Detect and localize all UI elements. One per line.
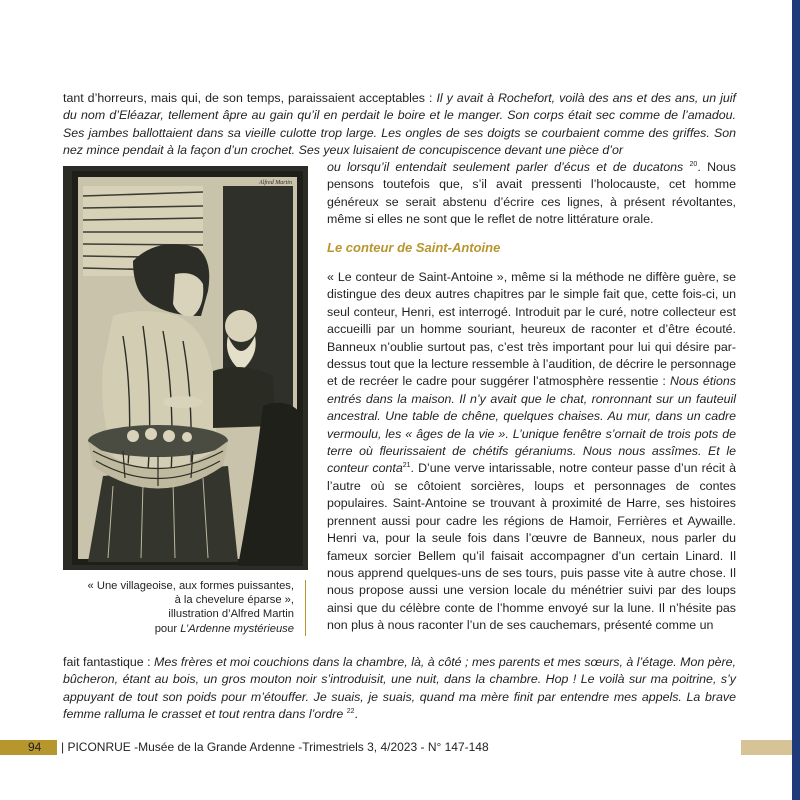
top-paragraph-text-end: . Nous pensons toutefois que, s’il avait pressenti l’holocauste, cet homme généreux se serait abstenu d’écrire ces lignes, à présent révoltantes, même si elles ne sont que le reflet de notre littérature orale. <box>327 160 736 227</box>
bottom-paragraph-end: . <box>354 707 358 722</box>
caption-line-3: illustration d’Alfred Martin <box>168 608 294 621</box>
footnote-ref-22: 22 <box>346 708 355 716</box>
caption-rule <box>305 580 306 636</box>
caption-line-2: à la chevelure éparse », <box>174 594 294 607</box>
caption-book-title: L’Ardenne mystérieuse <box>180 622 294 635</box>
illustration-signature: Alfred Martin <box>259 180 292 186</box>
footer-publication: | PICONRUE -Musée de la Grande Ardenne -Trimestriels 3, 4/2023 - N° 147-148 <box>61 740 489 754</box>
footnote-ref-20: 20 <box>689 160 698 168</box>
figure-caption <box>60 579 294 636</box>
bottom-paragraph-text: fait fantastique : <box>63 655 155 669</box>
page-number: 94 <box>28 740 42 754</box>
woodcut-artwork <box>63 166 308 570</box>
top-paragraph-continued <box>327 159 736 229</box>
main-paragraph-quote: Nous étions entrés dans la maison. Il n’y avait que le chat, ronronnant sur un fauteuil ancestral. Une table de chêne, quelques chaises. Au mur, dans un cadre vermoulu, les « âges de la vie ». L’unique fenêtre s’ornait de trois pots de terre où fleurissaient de chétifs géraniums. Nous nous assîmes. Et le conteur conta <box>327 374 736 476</box>
side-stripe <box>792 0 800 800</box>
bottom-paragraph-quote: Mes frères et moi couchions dans la chambre, là, à côté ; mes parents et mes sœurs, à l’étage. Mon père, bûcheron, étant au bois, un gros mouton noir s’introduisit, une nuit, dans la chambre. Hop ! Le voilà sur ma poitrine, s’y appuyant de tout son poids pour m’étouffer. Je suais, je suais, quand ma mère finit par entendre mes appels. La brave femme ralluma le crasset et tout rentra dans l’ordre <box>63 655 736 722</box>
top-paragraph <box>63 90 736 160</box>
top-paragraph-quote: Il y avait à Rochefort, voilà des ans et des ans, un juif du nom d’Eléazar, tellement âpre au gain qu’il en perdait le boire et le manger. Son corps était sec comme de l’amadou. Ses jambes ballottaient dans sa vieille culotte trop large. Les ongles de ses doigts se courbaient comme des griffes. Son nez mince pendait à la façon d’un crochet. Ses yeux luisaient de concupiscence devant une pièce d’or <box>63 91 737 158</box>
main-paragraph <box>327 269 736 635</box>
caption-line-4 <box>60 622 294 636</box>
caption-line-1: « Une villageoise, aux formes puissantes, <box>87 580 294 592</box>
section-heading: Le conteur de Saint-Antoine <box>327 240 501 255</box>
bottom-paragraph <box>63 654 736 724</box>
caption-line-4-prefix: pour <box>154 622 181 635</box>
top-paragraph-text: tant d’horreurs, mais qui, de son temps, paraissaient acceptables : <box>63 91 437 105</box>
main-paragraph-text: « Le conteur de Saint-Antoine », même si la méthode ne diffère guère, se distingue des deux autres chapitres par le simple fait que, cette fois-ci, un seul conteur, Henri, est interrogé. Introduit par le curé, notre collecteur est accueilli par un homme souriant, heureux de raconter et d’être écouté. Banneux n’oublie surtout pas, c’est très important pour lui qui désire par-dessus tout que la lecture ressemble à l’audition, de décrire le personnage et de recréer le cadre pour suggérer l’atmosphère ressentie : <box>327 270 736 389</box>
footnote-ref-21: 21 <box>402 462 411 470</box>
top-paragraph-quote-end: ou lorsqu’il entendait seulement parler d’écus et de ducatons <box>327 160 684 174</box>
main-paragraph-text-2: . D’une verve intarissable, notre conteur passe d’un récit à l’autre où se côtoient sorcières, loups et personnages de contes populaires. Saint-Antoine se trouvant à proximité de Harre, ses histoires prennent aussi pour cadre les régions de Hamoir, Ferrières et Aywaille. Henri va, pour la seule fois dans l’œuvre de Banneux, nous parler du fameux sorcier Bellem qu’il faisait accompagner d’un certain Linard. Il nous apprend quelques-uns de ses tours, puis passe vite à autre chose. Il nous propose aussi une version locale du ménétrier suivi par des loups ainsi que du célèbre conte de l’homme envoyé sur la lune. Il n’hésite pas non plus à nous raconter l’un de ses cauchemars, présenté comme un <box>327 461 736 633</box>
woodcut-illustration <box>63 166 308 570</box>
footer-bar-right <box>741 740 792 755</box>
